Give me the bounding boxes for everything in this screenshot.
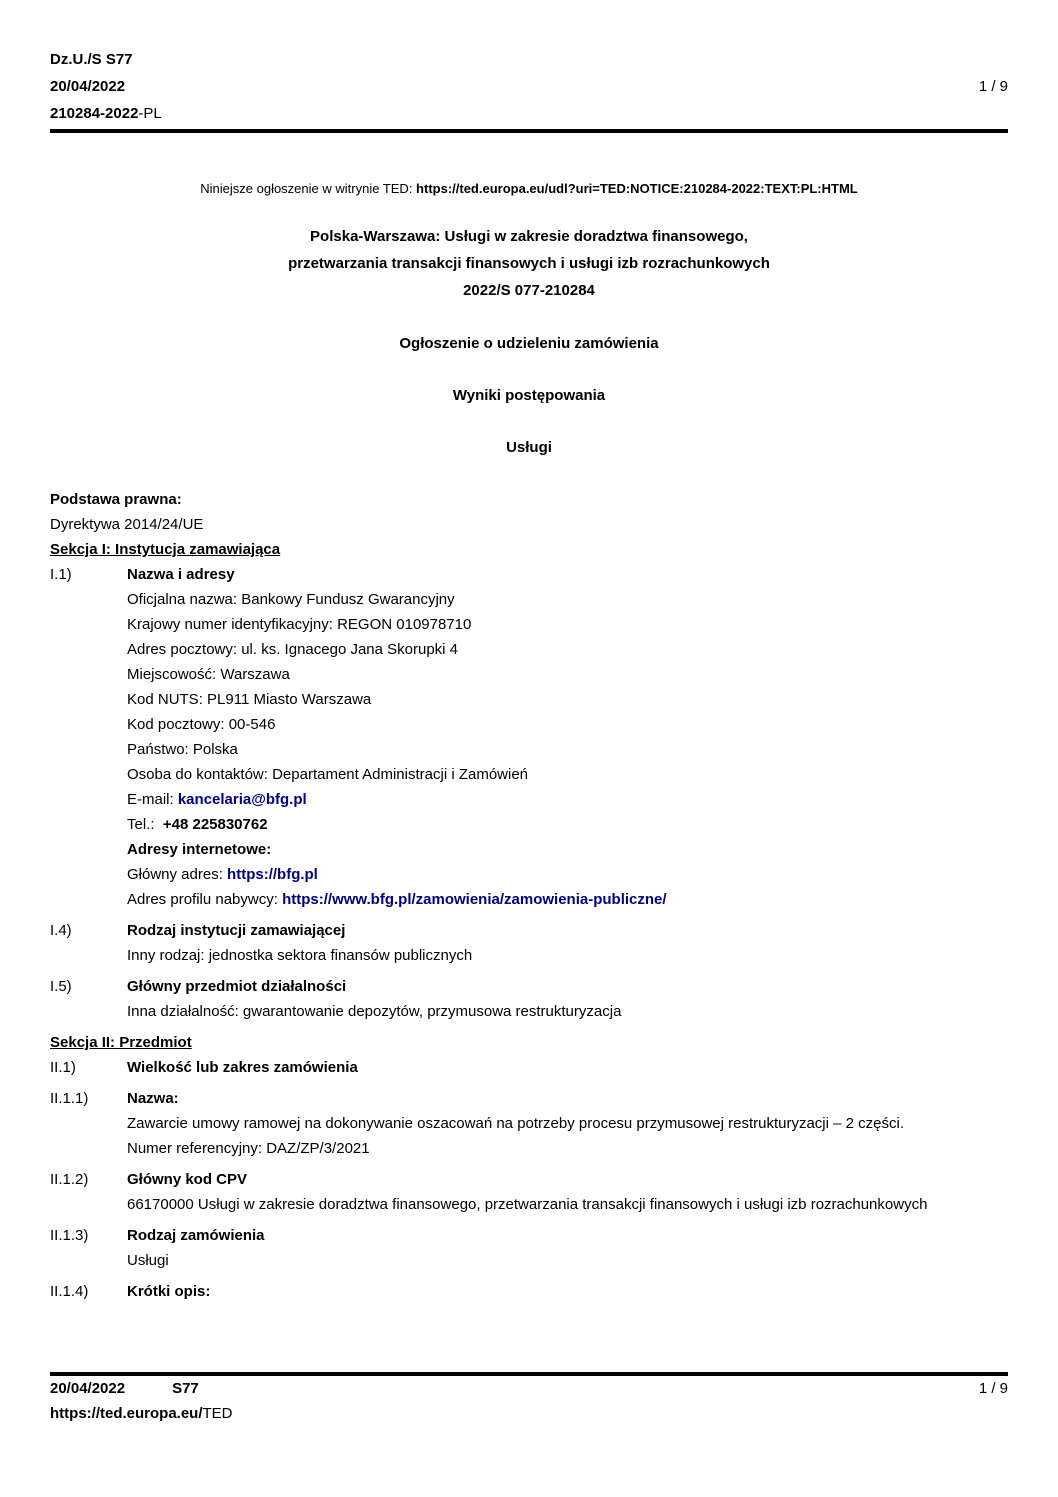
email-link[interactable]: kancelaria@bfg.pl — [177, 791, 307, 808]
item-i4-value: Inny rodzaj: jednostka sektora finansów publicznych — [127, 947, 473, 964]
email-label: E-mail: — [127, 791, 178, 808]
subtitle-contract-award: Ogłoszenie o udzieleniu zamówienia — [399, 335, 659, 352]
main-address-link[interactable]: https://bfg.pl — [227, 866, 318, 883]
item-i4-title: Rodzaj instytucji zamawiającej — [127, 922, 346, 939]
buyer-profile-link[interactable]: https://www.bfg.pl/zamowienia/zamowienia-publiczne/ — [282, 891, 667, 908]
postal-code: Kod pocztowy: 00-546 — [127, 716, 276, 733]
notice-link-url[interactable]: https://ted.europa.eu/udl?uri=TED:NOTICE:210284-2022:TEXT:PL:HTML — [416, 181, 858, 196]
tel-number: +48 225830762 — [162, 816, 268, 833]
item-i4-body — [127, 918, 1008, 968]
country: Państwo: Polska — [127, 741, 238, 758]
document-header — [50, 46, 1008, 127]
tel-label: Tel.: — [127, 816, 163, 833]
footer-date: 20/04/2022 — [50, 1380, 126, 1397]
item-i1-number: I.1) — [50, 566, 72, 583]
document-title — [50, 223, 1008, 304]
header-rule — [50, 129, 1008, 133]
subtitle-services: Usługi — [506, 439, 552, 456]
section-1-heading: Sekcja I: Instytucja zamawiająca — [50, 541, 281, 558]
footer-series: S77 — [172, 1380, 199, 1397]
main-address-label: Główny adres: — [127, 866, 228, 883]
main-address-line — [127, 862, 1008, 887]
section-2-heading: Sekcja II: Przedmiot — [50, 1034, 192, 1051]
legal-basis-label: Podstawa prawna: — [50, 491, 182, 508]
item-ii12 — [50, 1167, 1008, 1217]
item-i4-number: I.4) — [50, 922, 72, 939]
tel-line — [127, 812, 1008, 837]
header-doc-id: Dz.U./S S77 — [50, 51, 133, 68]
item-ii1-title: Wielkość lub zakres zamówienia — [127, 1059, 358, 1076]
postal-address: Adres pocztowy: ul. ks. Ignacego Jana Skorupki 4 — [127, 641, 459, 658]
notice-link-line — [50, 181, 1008, 197]
internet-addresses-heading: Adresy internetowe: — [127, 841, 272, 858]
item-ii12-body — [127, 1167, 1008, 1217]
item-ii11-title: Nazwa: — [127, 1090, 179, 1107]
item-ii13-value: Usługi — [127, 1252, 169, 1269]
legal-basis-value: Dyrektywa 2014/24/UE — [50, 516, 204, 533]
item-ii1-number: II.1) — [50, 1059, 76, 1076]
city: Miejscowość: Warszawa — [127, 666, 290, 683]
item-i1-title: Nazwa i adresy — [127, 566, 235, 583]
item-ii14-number: II.1.4) — [50, 1283, 89, 1300]
item-i5-value: Inna działalność: gwarantowanie depozytów, przymusowa restrukturyzacja — [127, 1003, 622, 1020]
email-line — [127, 787, 1008, 812]
buyer-profile-line — [127, 887, 1008, 912]
item-ii12-title: Główny kod CPV — [127, 1171, 248, 1188]
item-ii12-value: 66170000 Usługi w zakresie doradztwa finansowego, przetwarzania transakcji finansowych i usługi izb rozrachunkowych — [127, 1196, 928, 1213]
header-date: 20/04/2022 — [50, 78, 126, 95]
item-ii1 — [50, 1055, 1008, 1080]
title-line-3: 2022/S 077-210284 — [463, 282, 595, 299]
item-i5-number: I.5) — [50, 978, 72, 995]
item-i5-title: Główny przedmiot działalności — [127, 978, 347, 995]
item-ii1-body — [127, 1055, 1008, 1080]
footer-url[interactable] — [50, 1401, 1008, 1426]
header-notice-number-suffix: -PL — [138, 105, 162, 122]
header-notice-number — [50, 100, 1008, 127]
item-ii14-body — [127, 1279, 1008, 1304]
item-i5-body — [127, 974, 1008, 1024]
title-line-1: Polska-Warszawa: Usługi w zakresie doradztwa finansowego, — [310, 228, 748, 245]
contact-person: Osoba do kontaktów: Departament Administracji i Zamówień — [127, 766, 529, 783]
item-ii11 — [50, 1086, 1008, 1161]
official-name: Oficjalna nazwa: Bankowy Fundusz Gwarancyjny — [127, 591, 455, 608]
item-ii14 — [50, 1279, 1008, 1304]
footer-page-indicator: 1 / 9 — [978, 1380, 1008, 1397]
document-footer — [50, 1372, 1008, 1426]
item-ii11-number: II.1.1) — [50, 1090, 89, 1107]
national-id: Krajowy numer identyfikacyjny: REGON 010978710 — [127, 616, 472, 633]
item-ii13-title: Rodzaj zamówienia — [127, 1227, 265, 1244]
legal-basis — [50, 487, 1008, 537]
notice-link-prefix: Niniejsze ogłoszenie w witrynie TED: — [200, 181, 417, 196]
item-i4 — [50, 918, 1008, 968]
header-page-indicator: 1 / 9 — [978, 78, 1008, 95]
title-line-2: przetwarzania transakcji finansowych i usługi izb rozrachunkowych — [288, 255, 770, 272]
footer-row — [50, 1376, 1008, 1401]
item-ii14-title: Krótki opis: — [127, 1283, 211, 1300]
item-ii13-number: II.1.3) — [50, 1227, 89, 1244]
header-row-2 — [50, 73, 1008, 100]
item-ii11-description: Zawarcie umowy ramowej na dokonywanie oszacowań na potrzeby procesu przymusowej restrukturyzacji – 2 części. — [127, 1115, 904, 1132]
header-notice-number-main: 210284-2022 — [50, 105, 139, 122]
item-ii11-body — [127, 1086, 1008, 1161]
subtitle-results: Wyniki postępowania — [452, 387, 606, 404]
item-ii11-reference: Numer referencyjny: DAZ/ZP/3/2021 — [127, 1140, 370, 1157]
buyer-profile-label: Adres profilu nabywcy: — [127, 891, 283, 908]
item-ii13-body — [127, 1223, 1008, 1273]
item-ii12-number: II.1.2) — [50, 1171, 89, 1188]
nuts-code: Kod NUTS: PL911 Miasto Warszawa — [127, 691, 372, 708]
item-i1 — [50, 562, 1008, 912]
item-i1-body — [127, 562, 1008, 912]
item-i5 — [50, 974, 1008, 1024]
item-ii13 — [50, 1223, 1008, 1273]
footer-url-suffix[interactable]: TED — [202, 1405, 233, 1422]
footer-url-main[interactable]: https://ted.europa.eu/ — [50, 1405, 203, 1422]
